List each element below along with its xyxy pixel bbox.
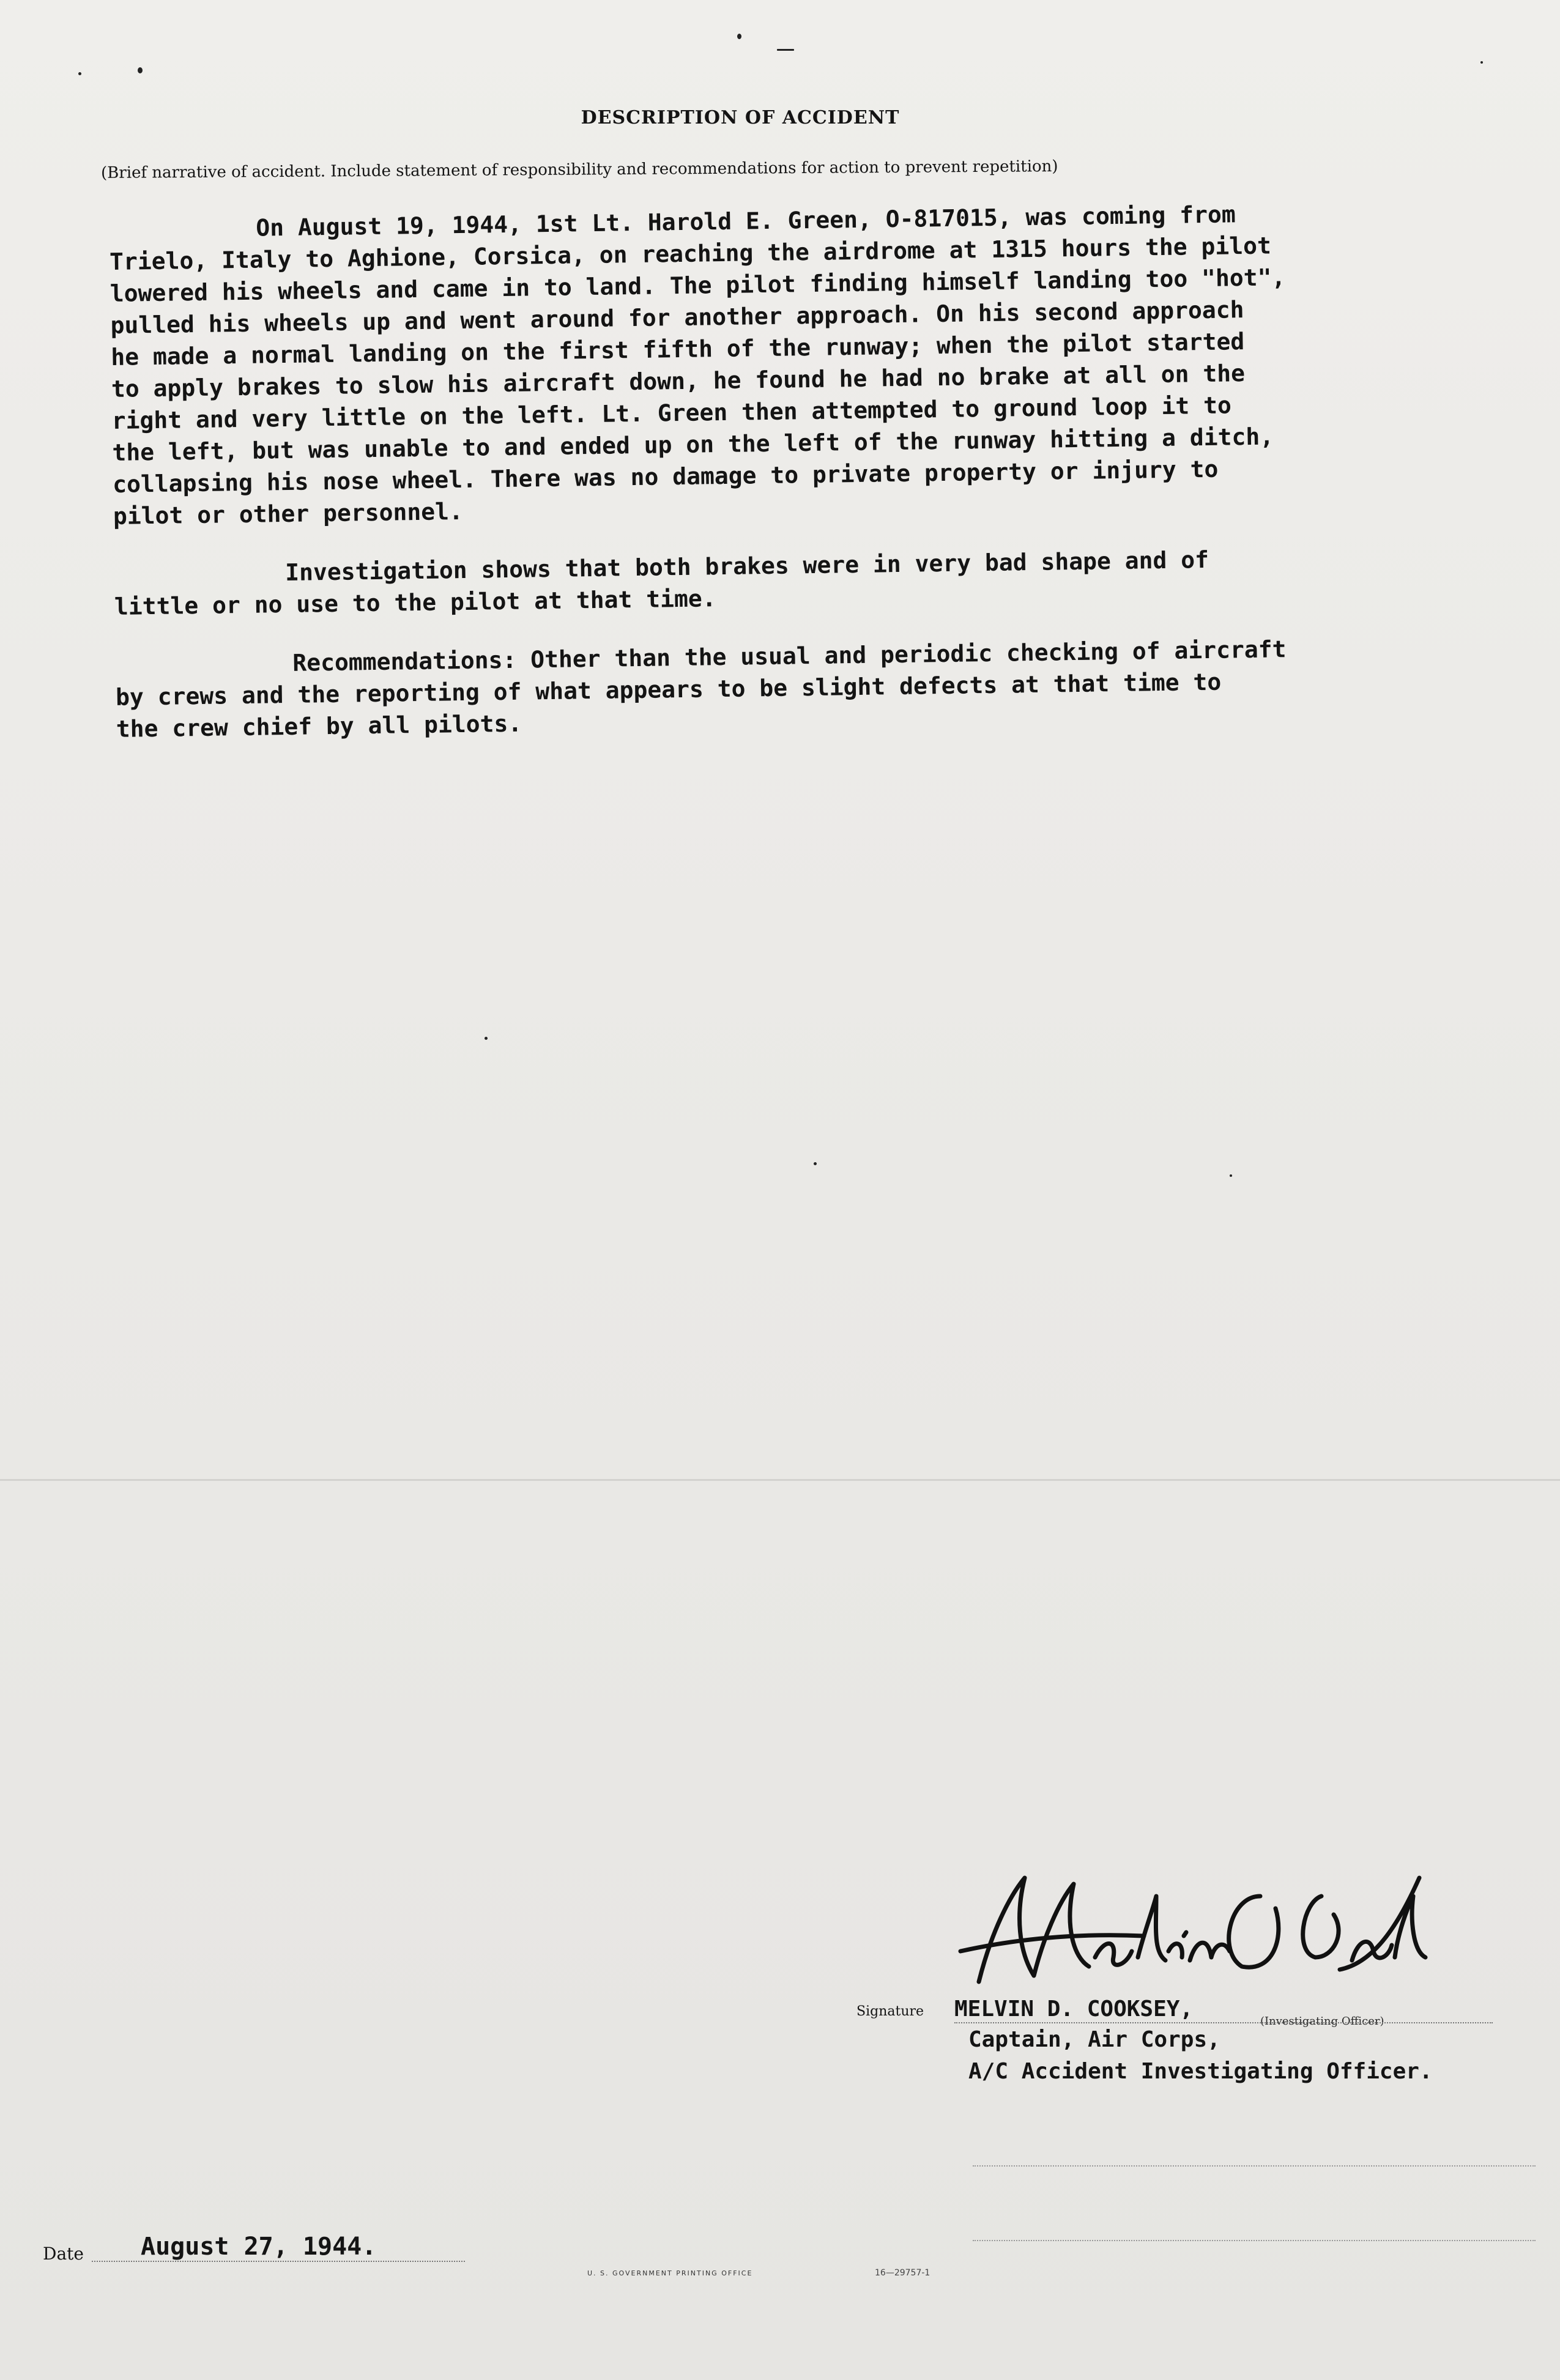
- form-code: 16—29757-1: [875, 2268, 930, 2278]
- investigation-paragraph: Investigation shows that both brakes were in very bad shape and of little or no use to the pilot at that time.: [114, 546, 1209, 620]
- recommendations-paragraph: Recommendations: Other than the usual and periodic checking of aircraft by crews and the reporting of what appears to be slight defects at that time to the crew chief by all pilots.: [115, 636, 1287, 743]
- signature-block: [856, 1859, 1560, 2104]
- signature-label: Signature: [856, 2004, 924, 2019]
- ink-speck: [814, 1162, 817, 1165]
- signature-line: [954, 2022, 1493, 2023]
- form-instructions: (Brief narrative of accident. Include statement of responsibility and recommendations for action to prevent repetition): [101, 157, 1058, 182]
- page-fold-line: [0, 1479, 1560, 1481]
- signature-caption: (Investigating Officer): [1260, 2015, 1384, 2028]
- ink-speck: [78, 72, 81, 75]
- ink-speck: [737, 34, 741, 39]
- blank-line: [973, 2240, 1536, 2241]
- signer-rank: Captain, Air Corps,: [968, 2027, 1220, 2052]
- ink-speck: [485, 1037, 488, 1040]
- report-date: August 27, 1944.: [141, 2233, 377, 2261]
- handwritten-signature: [942, 1859, 1432, 1994]
- narrative-paragraph: On August 19, 1944, 1st Lt. Harold E. Green, O-817015, was coming from Trielo, Italy to Aghione, Corsica, on reaching the airdrome at 1315 hours the pilot lowered his wheels and came in to land. The pilot finding himself landing too "hot", pulled his wheels up and went around for another approach. On his second approach he made a normal landing on the first fifth of the runway; when the pilot started to apply brakes to slow his aircraft down, he found he had no brake at all on the right and very little on the left. Lt. Green then attempted to ground loop it to the left, but was unable to and ended up on the left of the runway hitting a ditch, collapsing his nose wheel. There was no damage to private property or injury to pilot or other personnel.: [109, 201, 1286, 530]
- form-heading: DESCRIPTION OF ACCIDENT: [581, 107, 900, 128]
- blank-line: [973, 2165, 1536, 2167]
- signer-title: A/C Accident Investigating Officer.: [968, 2059, 1433, 2084]
- date-label: Date: [43, 2244, 84, 2264]
- date-line: [92, 2261, 465, 2262]
- ink-speck: [1480, 61, 1483, 64]
- signer-name: MELVIN D. COOKSEY,: [954, 1996, 1194, 2022]
- printing-office-imprint: U. S. GOVERNMENT PRINTING OFFICE: [587, 2269, 753, 2277]
- ink-speck: [138, 67, 143, 73]
- ink-speck: [777, 49, 794, 51]
- accident-narrative: [109, 195, 1480, 745]
- ink-speck: [1230, 1174, 1232, 1177]
